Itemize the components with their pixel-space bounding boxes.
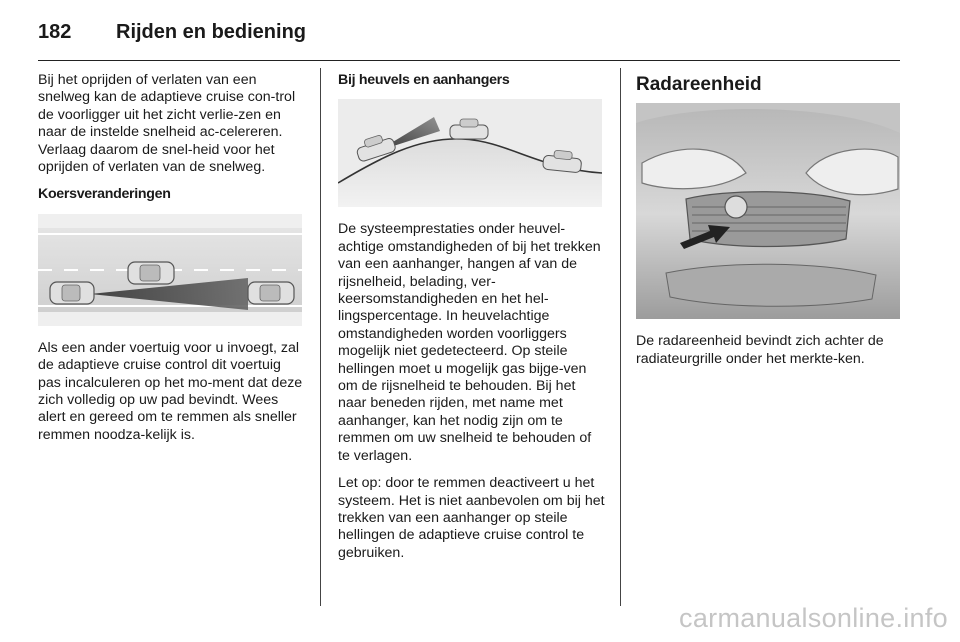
page-header [38,14,306,50]
lane-change-illustration [38,214,302,326]
page-title: Rijden en bediening [116,20,307,43]
paragraph-hills: De systeemprestaties onder heuvel-achtige omstandigheden of bij het trekken van een aanhanger, hangen af van de rijsnelheid, belading, ver-keersomstandigheden en het hel-lingspercentage. In heuvelachtige omstandigheden worden voorliggers mogelijk niet gedetecteerd. Op steile hellingen moet u mogelijk gas bijge-ven om de rijsnelheid te behouden. Bij het naar beneden rijden, met name met aanhanger, kan het nodig zijn om te remmen om uw snelheid te behouden of te verlagen. [338,221,601,464]
radar-unit-illustration [636,103,900,319]
watermark: carmanualsonline.info [679,603,948,633]
paragraph-highway: Bij het oprijden of verlaten van een snelweg kan de adaptieve cruise con-trol de voorligger uit het zicht verlie-zen en naar de instelde snelheid ac-celereren. Verlaag daarom de snel-heid voor het oprijden of verlaten van de snelweg. [38,72,296,176]
paragraph-note: Let op: door te remmen deactiveert u het systeem. Het is niet aanbevolen om bij het trekken van een aanhanger op steile hellingen de adaptieve cruise control te gebruiken. [338,475,605,561]
heading-lane-change: Koersveranderingen [38,186,171,203]
column-divider [620,68,621,606]
heading-radar-unit: Radareenheid [636,74,762,95]
column-1 [38,72,306,454]
column-3 [636,72,904,378]
page-number: 182 [38,20,72,43]
column-2 [338,72,606,572]
car-ahead [248,282,294,304]
paragraph-radar: De radareenheid bevindt zich achter de radiateurgrille onder het merkte-ken. [636,333,884,367]
heading-hills-trailers: Bij heuvels en aanhangers [338,72,510,88]
paragraph-merging: Als een ander voertuig voor u invoegt, zal de adaptieve cruise control dit voertuig pas incalculeren op het mo-ment dat deze zich volledig op uw pad bevindt. Wees alert en gereed om te remmen als sneller remmen noodza-kelijk is. [38,339,303,443]
hills-illustration [338,99,602,207]
header-rule [38,60,900,61]
car-merging [128,262,174,284]
column-divider [320,68,321,606]
car-own [50,282,94,304]
